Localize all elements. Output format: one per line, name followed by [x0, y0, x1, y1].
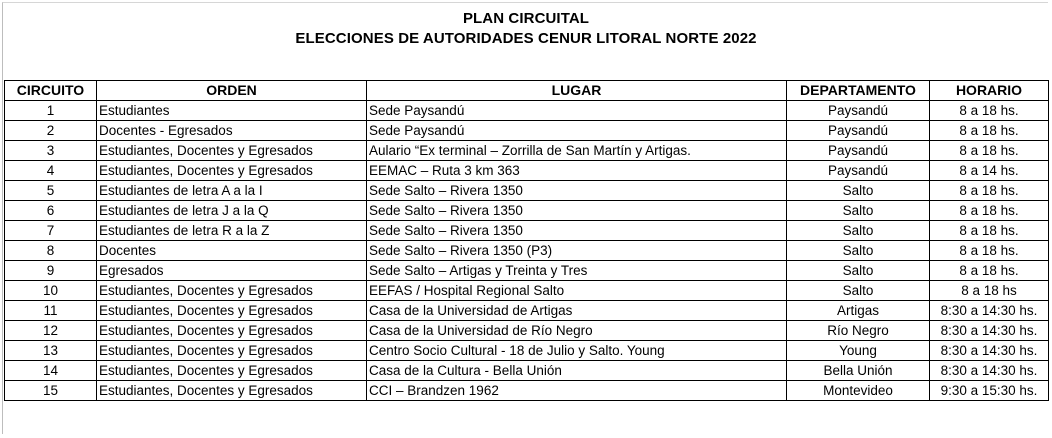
- cell-circuito: 14: [5, 361, 97, 381]
- cell-circuito: 6: [5, 201, 97, 221]
- table-row: [5, 321, 1049, 341]
- cell-departamento: Artigas: [787, 301, 930, 321]
- cell-horario: 8 a 18 hs.: [930, 201, 1049, 221]
- cell-orden: Estudiantes, Docentes y Egresados: [97, 381, 367, 401]
- cell-departamento: Paysandú: [787, 141, 930, 161]
- table-row: [5, 341, 1049, 361]
- cell-horario: 8 a 18 hs: [930, 281, 1049, 301]
- cell-orden: Egresados: [97, 261, 367, 281]
- cell-circuito: 15: [5, 381, 97, 401]
- cell-orden: Estudiantes, Docentes y Egresados: [97, 301, 367, 321]
- cell-orden: Estudiantes de letra A a la I: [97, 181, 367, 201]
- cell-lugar: Sede Paysandú: [367, 121, 787, 141]
- plan-table: [4, 80, 1049, 401]
- cell-horario: 8 a 18 hs.: [930, 101, 1049, 121]
- table-row: [5, 301, 1049, 321]
- cell-departamento: Salto: [787, 281, 930, 301]
- cell-orden: Estudiantes, Docentes y Egresados: [97, 161, 367, 181]
- table-row: [5, 221, 1049, 241]
- cell-circuito: 13: [5, 341, 97, 361]
- cell-circuito: 4: [5, 161, 97, 181]
- cell-horario: 8 a 18 hs.: [930, 121, 1049, 141]
- cell-circuito: 3: [5, 141, 97, 161]
- table-row: [5, 161, 1049, 181]
- cell-orden: Estudiantes de letra J a la Q: [97, 201, 367, 221]
- table-row: [5, 361, 1049, 381]
- cell-horario: 8 a 18 hs.: [930, 221, 1049, 241]
- cell-lugar: Sede Salto – Artigas y Treinta y Tres: [367, 261, 787, 281]
- cell-circuito: 2: [5, 121, 97, 141]
- cell-lugar: CCI – Brandzen 1962: [367, 381, 787, 401]
- cell-circuito: 9: [5, 261, 97, 281]
- header-horario: HORARIO: [930, 81, 1049, 101]
- cell-circuito: 5: [5, 181, 97, 201]
- cell-orden: Docentes: [97, 241, 367, 261]
- cell-lugar: EEMAC – Ruta 3 km 363: [367, 161, 787, 181]
- table-body: [5, 101, 1049, 401]
- cell-departamento: Salto: [787, 181, 930, 201]
- table-row: [5, 101, 1049, 121]
- cell-departamento: Bella Unión: [787, 361, 930, 381]
- header-circuito: CIRCUITO: [5, 81, 97, 101]
- table-row: [5, 381, 1049, 401]
- cell-circuito: 8: [5, 241, 97, 261]
- cell-orden: Estudiantes, Docentes y Egresados: [97, 141, 367, 161]
- cell-horario: 8 a 18 hs.: [930, 181, 1049, 201]
- table-row: [5, 261, 1049, 281]
- cell-horario: 8 a 18 hs.: [930, 141, 1049, 161]
- cell-circuito: 12: [5, 321, 97, 341]
- table-header-row: [5, 81, 1049, 101]
- cell-orden: Estudiantes, Docentes y Egresados: [97, 361, 367, 381]
- cell-orden: Estudiantes: [97, 101, 367, 121]
- cell-departamento: Salto: [787, 261, 930, 281]
- cell-departamento: Paysandú: [787, 101, 930, 121]
- cell-orden: Estudiantes, Docentes y Egresados: [97, 281, 367, 301]
- table-row: [5, 141, 1049, 161]
- table-row: [5, 201, 1049, 221]
- header-lugar: LUGAR: [367, 81, 787, 101]
- cell-lugar: Sede Salto – Rivera 1350: [367, 181, 787, 201]
- header-orden: ORDEN: [97, 81, 367, 101]
- document-subtitle: ELECCIONES DE AUTORIDADES CENUR LITORAL NORTE 2022: [295, 30, 757, 47]
- table-row: [5, 281, 1049, 301]
- cell-departamento: Montevideo: [787, 381, 930, 401]
- cell-lugar: Centro Socio Cultural - 18 de Julio y Salto. Young: [367, 341, 787, 361]
- cell-lugar: Sede Salto – Rivera 1350 (P3): [367, 241, 787, 261]
- cell-lugar: EEFAS / Hospital Regional Salto: [367, 281, 787, 301]
- cell-horario: 8:30 a 14:30 hs.: [930, 361, 1049, 381]
- table-row: [5, 181, 1049, 201]
- cell-circuito: 11: [5, 301, 97, 321]
- cell-horario: 8 a 18 hs.: [930, 241, 1049, 261]
- cell-horario: 9:30 a 15:30 hs.: [930, 381, 1049, 401]
- cell-circuito: 7: [5, 221, 97, 241]
- cell-lugar: Casa de la Universidad de Río Negro: [367, 321, 787, 341]
- cell-departamento: Young: [787, 341, 930, 361]
- cell-horario: 8 a 18 hs.: [930, 261, 1049, 281]
- cell-horario: 8:30 a 14:30 hs.: [930, 301, 1049, 321]
- cell-departamento: Paysandú: [787, 121, 930, 141]
- cell-horario: 8:30 a 14:30 hs.: [930, 341, 1049, 361]
- cell-departamento: Paysandú: [787, 161, 930, 181]
- cell-lugar: Sede Paysandú: [367, 101, 787, 121]
- cell-circuito: 1: [5, 101, 97, 121]
- cell-departamento: Salto: [787, 221, 930, 241]
- cell-orden: Docentes - Egresados: [97, 121, 367, 141]
- cell-lugar: Sede Salto – Rivera 1350: [367, 221, 787, 241]
- header-departamento: DEPARTAMENTO: [787, 81, 930, 101]
- cell-departamento: Salto: [787, 241, 930, 261]
- cell-orden: Estudiantes, Docentes y Egresados: [97, 321, 367, 341]
- cell-orden: Estudiantes, Docentes y Egresados: [97, 341, 367, 361]
- cell-circuito: 10: [5, 281, 97, 301]
- cell-lugar: Sede Salto – Rivera 1350: [367, 201, 787, 221]
- document-title: PLAN CIRCUITAL: [462, 10, 590, 27]
- cell-departamento: Río Negro: [787, 321, 930, 341]
- cell-orden: Estudiantes de letra R a la Z: [97, 221, 367, 241]
- table-row: [5, 121, 1049, 141]
- cell-lugar: Casa de la Cultura - Bella Unión: [367, 361, 787, 381]
- cell-lugar: Casa de la Universidad de Artigas: [367, 301, 787, 321]
- cell-lugar: Aulario “Ex terminal – Zorrilla de San Martín y Artigas.: [367, 141, 787, 161]
- cell-horario: 8 a 14 hs.: [930, 161, 1049, 181]
- cell-departamento: Salto: [787, 201, 930, 221]
- table-row: [5, 241, 1049, 261]
- cell-horario: 8:30 a 14:30 hs.: [930, 321, 1049, 341]
